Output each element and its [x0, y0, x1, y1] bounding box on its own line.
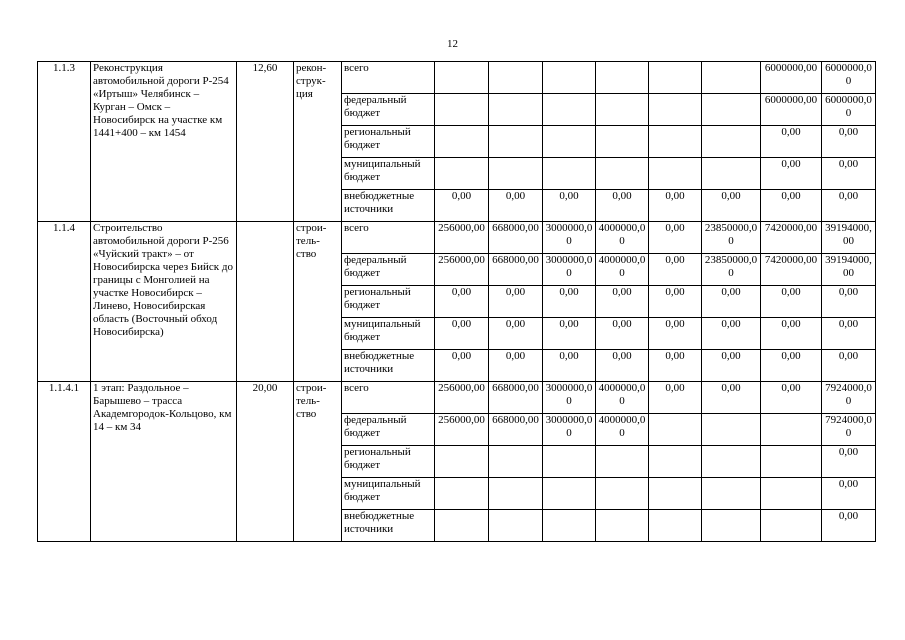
amount-cell: 23850000,00: [702, 254, 761, 286]
table-row: [38, 382, 876, 414]
amount-cell: 0,00: [761, 318, 822, 350]
amount-cell: [435, 510, 489, 542]
amount-cell: [543, 62, 596, 94]
amount-cell: [543, 478, 596, 510]
amount-cell: 7924000,00: [822, 414, 876, 446]
amount-cell: 0,00: [543, 286, 596, 318]
amount-cell: [702, 126, 761, 158]
amount-cell: 0,00: [649, 318, 702, 350]
amount-cell: [543, 94, 596, 126]
funding-source: муниципальный бюджет: [342, 158, 435, 190]
amount-cell: [761, 478, 822, 510]
amount-cell: [649, 62, 702, 94]
section-length: [237, 222, 294, 382]
funding-source: федеральный бюджет: [342, 94, 435, 126]
amount-cell: 39194000,00: [822, 222, 876, 254]
amount-cell: [489, 510, 543, 542]
amount-cell: [702, 510, 761, 542]
amount-cell: 0,00: [649, 350, 702, 382]
amount-cell: 0,00: [489, 318, 543, 350]
amount-cell: [435, 158, 489, 190]
amount-cell: 668000,00: [489, 414, 543, 446]
row-code: 1.1.4.1: [38, 382, 91, 542]
work-type: строи-тель-ство: [294, 382, 342, 542]
table-row: [38, 62, 876, 94]
amount-cell: 6000000,00: [761, 94, 822, 126]
amount-cell: [761, 510, 822, 542]
amount-cell: [702, 446, 761, 478]
amount-cell: 0,00: [543, 318, 596, 350]
amount-cell: 0,00: [822, 190, 876, 222]
amount-cell: 7420000,00: [761, 222, 822, 254]
amount-cell: 668000,00: [489, 254, 543, 286]
amount-cell: [543, 510, 596, 542]
amount-cell: 0,00: [702, 382, 761, 414]
amount-cell: 0,00: [822, 478, 876, 510]
section-length: 12,60: [237, 62, 294, 222]
funding-source: федеральный бюджет: [342, 254, 435, 286]
amount-cell: 0,00: [702, 350, 761, 382]
amount-cell: 0,00: [761, 190, 822, 222]
amount-cell: [543, 446, 596, 478]
amount-cell: 0,00: [543, 350, 596, 382]
amount-cell: [649, 126, 702, 158]
amount-cell: [489, 478, 543, 510]
amount-cell: [543, 126, 596, 158]
amount-cell: [435, 126, 489, 158]
amount-cell: [761, 446, 822, 478]
amount-cell: 0,00: [596, 318, 649, 350]
amount-cell: [596, 158, 649, 190]
amount-cell: [649, 446, 702, 478]
amount-cell: 3000000,00: [543, 254, 596, 286]
amount-cell: [489, 126, 543, 158]
funding-source: региональный бюджет: [342, 446, 435, 478]
row-code: 1.1.4: [38, 222, 91, 382]
amount-cell: [543, 158, 596, 190]
amount-cell: 668000,00: [489, 222, 543, 254]
amount-cell: 0,00: [489, 350, 543, 382]
amount-cell: 0,00: [761, 286, 822, 318]
amount-cell: 0,00: [543, 190, 596, 222]
funding-source: муниципальный бюджет: [342, 318, 435, 350]
amount-cell: 0,00: [761, 382, 822, 414]
amount-cell: [596, 94, 649, 126]
amount-cell: [489, 446, 543, 478]
amount-cell: 39194000,00: [822, 254, 876, 286]
funding-source: внебюджетные источники: [342, 190, 435, 222]
amount-cell: 0,00: [822, 350, 876, 382]
amount-cell: [435, 62, 489, 94]
amount-cell: [649, 478, 702, 510]
amount-cell: 0,00: [702, 286, 761, 318]
amount-cell: 0,00: [435, 318, 489, 350]
funding-source: федеральный бюджет: [342, 414, 435, 446]
amount-cell: 0,00: [649, 254, 702, 286]
amount-cell: 0,00: [596, 350, 649, 382]
funding-source: всего: [342, 62, 435, 94]
amount-cell: 0,00: [822, 286, 876, 318]
amount-cell: [649, 94, 702, 126]
amount-cell: 0,00: [649, 286, 702, 318]
amount-cell: 0,00: [822, 446, 876, 478]
amount-cell: 0,00: [596, 286, 649, 318]
amount-cell: 256000,00: [435, 382, 489, 414]
amount-cell: 6000000,00: [822, 94, 876, 126]
amount-cell: [596, 446, 649, 478]
amount-cell: 0,00: [435, 286, 489, 318]
amount-cell: [702, 478, 761, 510]
amount-cell: 3000000,00: [543, 382, 596, 414]
road-name: Строительство автомобильной дороги Р-256 «Чуйский тракт» – от Новосибирска через Бийск до границы с Монголией на участке Новосибирск – Линево, Новосибирская область (Восточный обход Новосибирска): [91, 222, 237, 382]
table-row: [38, 222, 876, 254]
amount-cell: 0,00: [822, 158, 876, 190]
amount-cell: [435, 94, 489, 126]
funding-source: региональный бюджет: [342, 286, 435, 318]
amount-cell: [649, 414, 702, 446]
amount-cell: 0,00: [761, 350, 822, 382]
amount-cell: 0,00: [822, 126, 876, 158]
amount-cell: [489, 94, 543, 126]
amount-cell: [596, 510, 649, 542]
funding-source: внебюджетные источники: [342, 350, 435, 382]
amount-cell: 256000,00: [435, 222, 489, 254]
amount-cell: 0,00: [649, 222, 702, 254]
funding-source: муниципальный бюджет: [342, 478, 435, 510]
road-name: 1 этап: Раздольное – Барышево – трасса Академгородок-Кольцово, км 14 – км 34: [91, 382, 237, 542]
amount-cell: 0,00: [489, 286, 543, 318]
amount-cell: 4000000,00: [596, 414, 649, 446]
amount-cell: 4000000,00: [596, 222, 649, 254]
amount-cell: 3000000,00: [543, 414, 596, 446]
amount-cell: [702, 94, 761, 126]
amount-cell: [702, 414, 761, 446]
amount-cell: 0,00: [435, 350, 489, 382]
amount-cell: 0,00: [649, 190, 702, 222]
amount-cell: [489, 62, 543, 94]
amount-cell: 256000,00: [435, 254, 489, 286]
funding-source: внебюджетные источники: [342, 510, 435, 542]
amount-cell: 0,00: [822, 318, 876, 350]
amount-cell: [761, 414, 822, 446]
amount-cell: 0,00: [822, 510, 876, 542]
amount-cell: 668000,00: [489, 382, 543, 414]
funding-source: региональный бюджет: [342, 126, 435, 158]
amount-cell: 0,00: [649, 382, 702, 414]
amount-cell: [649, 510, 702, 542]
work-type: рекон-струк-ция: [294, 62, 342, 222]
amount-cell: 4000000,00: [596, 382, 649, 414]
amount-cell: 0,00: [489, 190, 543, 222]
funding-table: [37, 61, 876, 542]
amount-cell: 7420000,00: [761, 254, 822, 286]
page-number: 12: [447, 38, 458, 50]
amount-cell: [596, 478, 649, 510]
amount-cell: 0,00: [761, 158, 822, 190]
amount-cell: 4000000,00: [596, 254, 649, 286]
funding-source: всего: [342, 222, 435, 254]
amount-cell: 7924000,00: [822, 382, 876, 414]
amount-cell: [435, 478, 489, 510]
road-name: Реконструкция автомобильной дороги Р-254 «Иртыш» Челябинск – Курган – Омск – Новосибирск на участке км 1441+400 – км 1454: [91, 62, 237, 222]
amount-cell: 0,00: [435, 190, 489, 222]
work-type: строи-тель-ство: [294, 222, 342, 382]
amount-cell: [649, 158, 702, 190]
funding-source: всего: [342, 382, 435, 414]
amount-cell: [702, 158, 761, 190]
amount-cell: [702, 62, 761, 94]
amount-cell: 3000000,00: [543, 222, 596, 254]
amount-cell: 0,00: [761, 126, 822, 158]
amount-cell: 6000000,00: [761, 62, 822, 94]
amount-cell: 0,00: [596, 190, 649, 222]
amount-cell: 23850000,00: [702, 222, 761, 254]
amount-cell: [489, 158, 543, 190]
row-code: 1.1.3: [38, 62, 91, 222]
amount-cell: [596, 62, 649, 94]
amount-cell: [435, 446, 489, 478]
amount-cell: [596, 126, 649, 158]
section-length: 20,00: [237, 382, 294, 542]
amount-cell: 0,00: [702, 190, 761, 222]
amount-cell: 256000,00: [435, 414, 489, 446]
amount-cell: 6000000,00: [822, 62, 876, 94]
amount-cell: 0,00: [702, 318, 761, 350]
